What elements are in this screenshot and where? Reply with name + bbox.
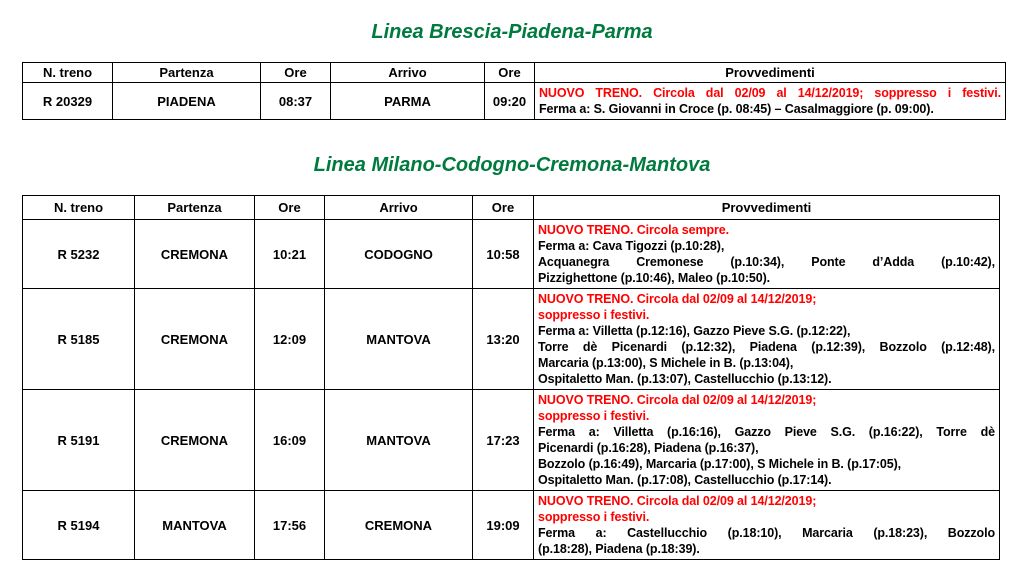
provisions-cell bbox=[535, 83, 1006, 120]
header-row bbox=[23, 196, 1000, 220]
line-section bbox=[0, 20, 1024, 120]
arrival-station-cell: MANTOVA bbox=[325, 390, 473, 491]
departure-station-cell: CREMONA bbox=[135, 220, 255, 289]
provision-line: Ospitaletto Man. (p.17:08), Castellucchio (p.17:14). bbox=[538, 473, 832, 487]
timetable bbox=[22, 62, 1006, 120]
column-header: N. treno bbox=[23, 196, 135, 220]
header-row bbox=[23, 63, 1006, 83]
provision-line: Pizzighettone (p.10:46), Maleo (p.10:50). bbox=[538, 271, 771, 285]
provision-line: Acquanegra Cremonese (p.10:34), Ponte d’Adda (p.10:42), bbox=[538, 255, 995, 269]
train-row bbox=[23, 220, 1000, 289]
arrival-time-cell: 19:09 bbox=[473, 491, 534, 560]
provision-line: soppresso i festivi. bbox=[538, 510, 650, 524]
timetable bbox=[22, 195, 1000, 560]
column-header: Ore bbox=[261, 63, 331, 83]
line-section bbox=[0, 153, 1024, 560]
column-header: Arrivo bbox=[325, 196, 473, 220]
provisions-cell bbox=[534, 220, 1000, 289]
column-header: Ore bbox=[485, 63, 535, 83]
departure-station-cell: CREMONA bbox=[135, 390, 255, 491]
train-number-cell: R 5191 bbox=[23, 390, 135, 491]
arrival-station-cell: CREMONA bbox=[325, 491, 473, 560]
provision-line: NUOVO TRENO. Circola dal 02/09 al 14/12/2019; bbox=[538, 494, 817, 508]
arrival-time-cell: 09:20 bbox=[485, 83, 535, 120]
column-header: Provvedimenti bbox=[535, 63, 1006, 83]
provision-line: NUOVO TRENO. Circola dal 02/09 al 14/12/2019; soppresso i festivi. bbox=[539, 86, 1001, 100]
provision-line: NUOVO TRENO. Circola dal 02/09 al 14/12/2019; bbox=[538, 292, 817, 306]
arrival-station-cell: MANTOVA bbox=[325, 289, 473, 390]
column-header: Ore bbox=[255, 196, 325, 220]
provision-line: soppresso i festivi. bbox=[538, 409, 650, 423]
column-header: Provvedimenti bbox=[534, 196, 1000, 220]
line-title: Linea Milano-Codogno-Cremona-Mantova bbox=[313, 154, 711, 176]
departure-time-cell: 08:37 bbox=[261, 83, 331, 120]
provision-line: Torre dè Picenardi (p.12:32), Piadena (p.12:39), Bozzolo (p.12:48), bbox=[538, 340, 995, 354]
provisions-cell bbox=[534, 390, 1000, 491]
column-header: Ore bbox=[473, 196, 534, 220]
departure-station-cell: PIADENA bbox=[113, 83, 261, 120]
column-header: Arrivo bbox=[331, 63, 485, 83]
train-row bbox=[23, 83, 1006, 120]
provision-line: Picenardi (p.16:28), Piadena (p.16:37), bbox=[538, 441, 759, 455]
provision-line: NUOVO TRENO. Circola sempre. bbox=[538, 223, 729, 237]
provisions-cell bbox=[534, 491, 1000, 560]
departure-time-cell: 16:09 bbox=[255, 390, 325, 491]
departure-station-cell: CREMONA bbox=[135, 289, 255, 390]
provision-line: NUOVO TRENO. Circola dal 02/09 al 14/12/2019; bbox=[538, 393, 817, 407]
train-number-cell: R 5185 bbox=[23, 289, 135, 390]
train-row bbox=[23, 491, 1000, 560]
provisions-cell bbox=[534, 289, 1000, 390]
provision-line: Ferma a: Cava Tigozzi (p.10:28), bbox=[538, 239, 725, 253]
arrival-station-cell: PARMA bbox=[331, 83, 485, 120]
provision-line: Ferma a: Villetta (p.16:16), Gazzo Pieve S.G. (p.16:22), Torre dè bbox=[538, 425, 995, 439]
departure-time-cell: 12:09 bbox=[255, 289, 325, 390]
line-title: Linea Brescia-Piadena-Parma bbox=[371, 21, 653, 43]
arrival-time-cell: 13:20 bbox=[473, 289, 534, 390]
provision-line: soppresso i festivi. bbox=[538, 308, 650, 322]
train-row bbox=[23, 390, 1000, 491]
arrival-time-cell: 10:58 bbox=[473, 220, 534, 289]
column-header: Partenza bbox=[135, 196, 255, 220]
provision-line: Marcaria (p.13:00), S Michele in B. (p.13:04), bbox=[538, 356, 794, 370]
arrival-station-cell: CODOGNO bbox=[325, 220, 473, 289]
departure-station-cell: MANTOVA bbox=[135, 491, 255, 560]
train-row bbox=[23, 289, 1000, 390]
column-header: N. treno bbox=[23, 63, 113, 83]
provision-line: Ferma a: S. Giovanni in Croce (p. 08:45) – Casalmaggiore (p. 09:00). bbox=[539, 102, 934, 116]
train-number-cell: R 20329 bbox=[23, 83, 113, 120]
departure-time-cell: 17:56 bbox=[255, 491, 325, 560]
train-number-cell: R 5194 bbox=[23, 491, 135, 560]
provision-line: Bozzolo (p.16:49), Marcaria (p.17:00), S Michele in B. (p.17:05), bbox=[538, 457, 902, 471]
provision-line: Ospitaletto Man. (p.13:07), Castellucchio (p.13:12). bbox=[538, 372, 832, 386]
provision-line: Ferma a: Villetta (p.12:16), Gazzo Pieve S.G. (p.12:22), bbox=[538, 324, 851, 338]
provision-line: (p.18:28), Piadena (p.18:39). bbox=[538, 542, 700, 556]
departure-time-cell: 10:21 bbox=[255, 220, 325, 289]
train-number-cell: R 5232 bbox=[23, 220, 135, 289]
provision-line: Ferma a: Castellucchio (p.18:10), Marcaria (p.18:23), Bozzolo bbox=[538, 526, 995, 540]
arrival-time-cell: 17:23 bbox=[473, 390, 534, 491]
column-header: Partenza bbox=[113, 63, 261, 83]
